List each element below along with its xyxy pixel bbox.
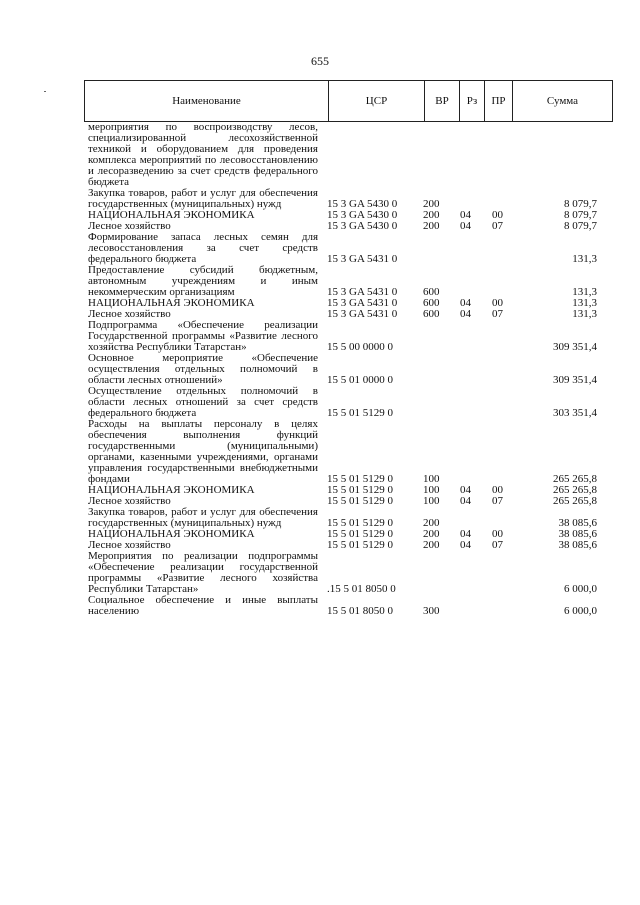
row-vr: 600 bbox=[423, 297, 440, 309]
row-name: Закупка товаров, работ и услуг для обеспечения государственных (муниципальных) нужд bbox=[88, 187, 318, 210]
row-sum: 131,3 bbox=[572, 308, 597, 320]
row-vr: 100 bbox=[423, 484, 440, 496]
row-sum: 309 351,4 bbox=[553, 341, 597, 353]
row-vr: 200 bbox=[423, 220, 440, 232]
row-pr: 07 bbox=[492, 308, 503, 320]
row-sum: 6 000,0 bbox=[564, 605, 597, 617]
row-name: Закупка товаров, работ и услуг для обеспечения государственных (муниципальных) нужд bbox=[88, 506, 318, 529]
row-sum: 38 085,6 bbox=[558, 517, 597, 529]
row-sum: 6 000,0 bbox=[564, 583, 597, 595]
row-csr: 15 5 00 0000 0 bbox=[327, 341, 393, 353]
row-vr: 600 bbox=[423, 308, 440, 320]
table-row bbox=[84, 507, 613, 529]
page-number: 655 bbox=[311, 54, 329, 68]
row-pr: 07 bbox=[492, 539, 503, 551]
header-pr: ПР bbox=[484, 81, 512, 121]
row-name: Основное мероприятие «Обеспечение осуществления отдельных полномочий в области лесных отношений» bbox=[88, 352, 318, 386]
row-sum: 131,3 bbox=[572, 286, 597, 298]
row-name: НАЦИОНАЛЬНАЯ ЭКОНОМИКА bbox=[88, 297, 255, 309]
row-rz: 04 bbox=[460, 209, 471, 221]
row-csr: 15 5 01 5129 0 bbox=[327, 528, 393, 540]
row-csr: 15 5 01 5129 0 bbox=[327, 517, 393, 529]
table-row bbox=[84, 188, 613, 210]
header-vr: ВР bbox=[424, 81, 459, 121]
table-row bbox=[84, 320, 613, 353]
row-pr: 00 bbox=[492, 484, 503, 496]
row-sum: 8 079,7 bbox=[564, 220, 597, 232]
row-vr: 200 bbox=[423, 517, 440, 529]
row-name: Подпрограмма «Обеспечение реализации Государственной программы «Развитие лесного хозяйства Республики Татарстан» bbox=[88, 319, 318, 353]
row-vr: 100 bbox=[423, 473, 440, 485]
row-sum: 38 085,6 bbox=[558, 539, 597, 551]
row-csr: 15 3 GA 5431 0 bbox=[327, 297, 398, 309]
row-pr: 00 bbox=[492, 528, 503, 540]
table-row bbox=[84, 386, 613, 419]
row-csr: .15 5 01 8050 0 bbox=[327, 583, 396, 595]
row-vr: 600 bbox=[423, 286, 440, 298]
row-pr: 00 bbox=[492, 209, 503, 221]
row-csr: 15 3 GA 5431 0 bbox=[327, 308, 398, 320]
row-name: Лесное хозяйство bbox=[88, 220, 171, 232]
table-row bbox=[84, 595, 613, 617]
row-vr: 100 bbox=[423, 495, 440, 507]
table-row bbox=[84, 419, 613, 485]
row-vr: 200 bbox=[423, 539, 440, 551]
row-name: Осуществление отдельных полномочий в области лесных отношений за счет средств федерального бюджета bbox=[88, 385, 318, 419]
row-name: Расходы на выплаты персоналу в целях обеспечения выполнения функций государственными (муниципальными) органами, казенными учреждениями, органами управления государственными внебюджетными фондами bbox=[88, 418, 318, 485]
row-name: Лесное хозяйство bbox=[88, 308, 171, 320]
row-name: НАЦИОНАЛЬНАЯ ЭКОНОМИКА bbox=[88, 484, 255, 496]
row-name: Формирование запаса лесных семян для лесовосстановления за счет средств федерального бюджета bbox=[88, 231, 318, 265]
row-name: НАЦИОНАЛЬНАЯ ЭКОНОМИКА bbox=[88, 528, 255, 540]
row-vr: 300 bbox=[423, 605, 440, 617]
row-rz: 04 bbox=[460, 297, 471, 309]
row-csr: 15 3 GA 5430 0 bbox=[327, 220, 398, 232]
row-vr: 200 bbox=[423, 198, 440, 210]
row-sum: 265 265,8 bbox=[553, 484, 597, 496]
row-csr: 15 3 GA 5431 0 bbox=[327, 286, 398, 298]
row-csr: 15 3 GA 5430 0 bbox=[327, 209, 398, 221]
header-name: Наименование bbox=[172, 95, 241, 107]
row-csr: 15 5 01 8050 0 bbox=[327, 605, 393, 617]
scan-speck bbox=[44, 91, 46, 92]
row-pr: 07 bbox=[492, 220, 503, 232]
row-sum: 8 079,7 bbox=[564, 198, 597, 210]
row-rz: 04 bbox=[460, 495, 471, 507]
header-csr: ЦСР bbox=[328, 81, 424, 121]
row-rz: 04 bbox=[460, 308, 471, 320]
row-csr: 15 5 01 5129 0 bbox=[327, 539, 393, 551]
row-rz: 04 bbox=[460, 484, 471, 496]
row-sum: 131,3 bbox=[572, 297, 597, 309]
row-rz: 04 bbox=[460, 539, 471, 551]
row-sum: 131,3 bbox=[572, 253, 597, 265]
table-row bbox=[84, 232, 613, 265]
row-csr: 15 5 01 5129 0 bbox=[327, 473, 393, 485]
row-pr: 00 bbox=[492, 297, 503, 309]
row-rz: 04 bbox=[460, 528, 471, 540]
row-sum: 309 351,4 bbox=[553, 374, 597, 386]
budget-table-body bbox=[84, 122, 613, 617]
table-row bbox=[84, 265, 613, 298]
row-sum: 303 351,4 bbox=[553, 407, 597, 419]
row-name: мероприятия по воспроизводству лесов, специализированной лесохозяйственной техникой и оборудованием для проведения комплекса мероприятий по лесовосстановлению и лесоразведению за счет средств федерального бюджета bbox=[88, 121, 318, 188]
row-sum: 38 085,6 bbox=[558, 528, 597, 540]
row-sum: 265 265,8 bbox=[553, 495, 597, 507]
header-sum: Сумма bbox=[512, 81, 612, 121]
row-csr: 15 3 GA 5430 0 bbox=[327, 198, 398, 210]
header-rz: Рз bbox=[459, 81, 484, 121]
row-name: Социальное обеспечение и иные выплаты населению bbox=[88, 594, 318, 617]
row-csr: 15 5 01 5129 0 bbox=[327, 495, 393, 507]
row-name: Лесное хозяйство bbox=[88, 495, 171, 507]
row-rz: 04 bbox=[460, 220, 471, 232]
row-csr: 15 5 01 5129 0 bbox=[327, 484, 393, 496]
row-sum: 8 079,7 bbox=[564, 209, 597, 221]
row-vr: 200 bbox=[423, 528, 440, 540]
row-name: Лесное хозяйство bbox=[88, 539, 171, 551]
row-name: НАЦИОНАЛЬНАЯ ЭКОНОМИКА bbox=[88, 209, 255, 221]
table-row bbox=[84, 551, 613, 595]
row-vr: 200 bbox=[423, 209, 440, 221]
table-row bbox=[84, 122, 613, 188]
row-sum: 265 265,8 bbox=[553, 473, 597, 485]
row-csr: 15 5 01 0000 0 bbox=[327, 374, 393, 386]
row-name: Предоставление субсидий бюджетным, автономным учреждениям и иным некоммерческим организациям bbox=[88, 264, 318, 298]
table-row bbox=[84, 353, 613, 386]
row-csr: 15 3 GA 5431 0 bbox=[327, 253, 398, 265]
row-csr: 15 5 01 5129 0 bbox=[327, 407, 393, 419]
table-header bbox=[84, 80, 613, 122]
row-name: Мероприятия по реализации подпрограммы «Обеспечение реализации государственной программы «Развитие лесного хозяйства Республики Татарстан» bbox=[88, 550, 318, 595]
row-pr: 07 bbox=[492, 495, 503, 507]
